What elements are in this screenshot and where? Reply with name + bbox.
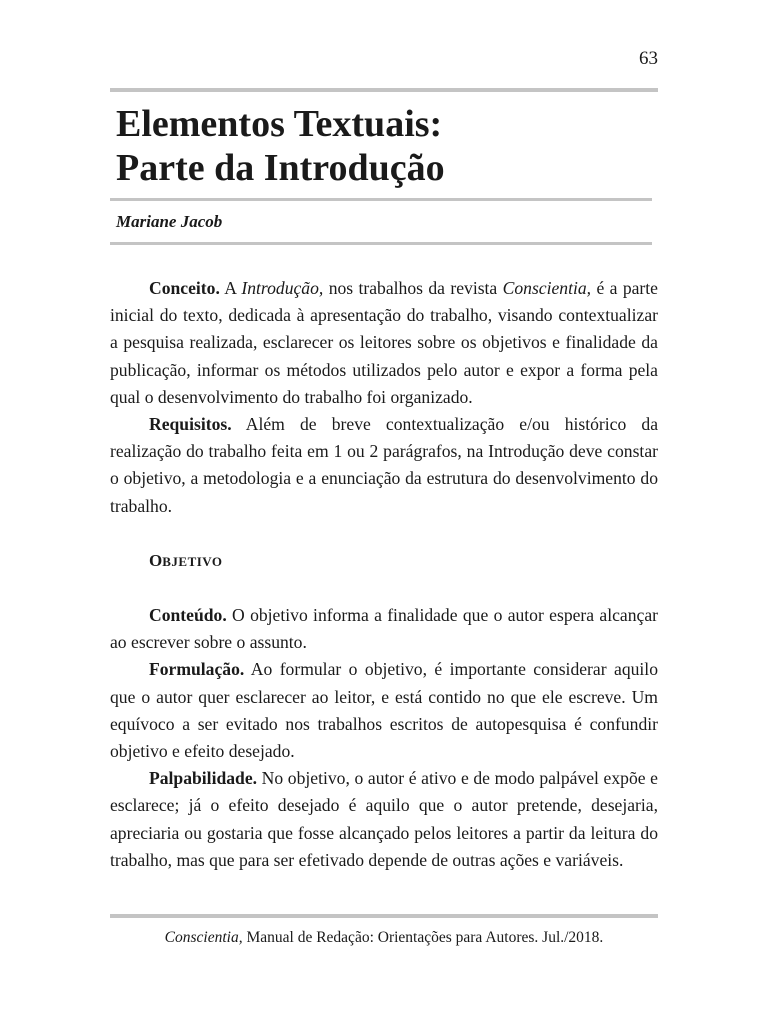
paragraph-text: Ao formular o objetivo, é importante considerar aquilo que o autor quer esclarecer ao leitor, e está contido no que ele escreve. Um equívoco a ser evitado nos trabalhos escritos de autopesquisa é confundir objetivo e efeito desejado. xyxy=(110,659,658,762)
chapter-title xyxy=(116,102,445,190)
body-text xyxy=(110,275,658,874)
title-rule xyxy=(110,198,652,201)
paragraph-text: A xyxy=(219,278,242,298)
paragraph-lead: Requisitos. xyxy=(149,414,232,435)
author-rule xyxy=(110,242,652,245)
author-name: Mariane Jacob xyxy=(116,212,223,231)
bottom-rule xyxy=(110,914,658,918)
journal-name: Conscientia, xyxy=(502,278,592,298)
emphasis-text: Introdução, xyxy=(241,278,324,298)
footer-text: Manual de Redação: Orientações para Autores. Jul./2018. xyxy=(242,929,604,946)
paragraph-palpabilidade xyxy=(110,765,658,874)
paragraph-lead: Palpabilidade. xyxy=(149,768,258,789)
paragraph-conceito xyxy=(110,275,658,411)
section-heading-rest: BJETIVO xyxy=(162,553,223,569)
section-heading-initial: O xyxy=(149,550,163,570)
paragraph-requisitos xyxy=(110,411,658,520)
paragraph-text: nos trabalhos da revista xyxy=(323,278,503,298)
chapter-title-line-2: Parte da Introdução xyxy=(116,147,445,189)
top-rule xyxy=(110,88,658,92)
paragraph-lead: Conceito. xyxy=(149,278,220,298)
paragraph-formulacao xyxy=(110,656,658,765)
chapter-title-line-1: Elementos Textuais: xyxy=(116,103,443,145)
paragraph-conteudo xyxy=(110,602,658,656)
running-footer xyxy=(110,929,658,947)
paragraph-text: Além de breve contextualização e/ou histórico da realização do trabalho feita em 1 ou 2 parágrafos, na Introdução deve constar o objetivo, a metodologia e a enunciação da estrutura do desenvolvimento do trabalho. xyxy=(110,414,658,516)
paragraph-lead: Conteúdo. xyxy=(149,605,227,626)
section-heading-objetivo xyxy=(149,547,658,575)
paragraph-lead: Formulação. xyxy=(149,659,245,680)
page-number: 63 xyxy=(639,48,658,69)
paragraph-text: O objetivo informa a finalidade que o autor espera alcançar ao escrever sobre o assunto. xyxy=(110,605,658,653)
paragraph-text: No objetivo, o autor é ativo e de modo palpável expõe e esclarece; já o efeito desejado é aquilo que o autor pretende, desejaria, apreciaria ou gostaria que fosse alcançado pelos leitores a partir da leitura do trabalho, mas que para ser efetivado depende de outras ações e variáveis. xyxy=(110,768,658,870)
paragraph-text: é a parte inicial do texto, dedicada à apresentação do trabalho, visando contextualizar a pesquisa realizada, esclarecer os leitores sobre os objetivos e finalidade da publicação, informar os métodos utilizados pelo autor e expor a forma pela qual o desenvolvimento do trabalho foi organizado. xyxy=(110,278,658,407)
footer-journal: Conscientia, xyxy=(164,929,243,946)
